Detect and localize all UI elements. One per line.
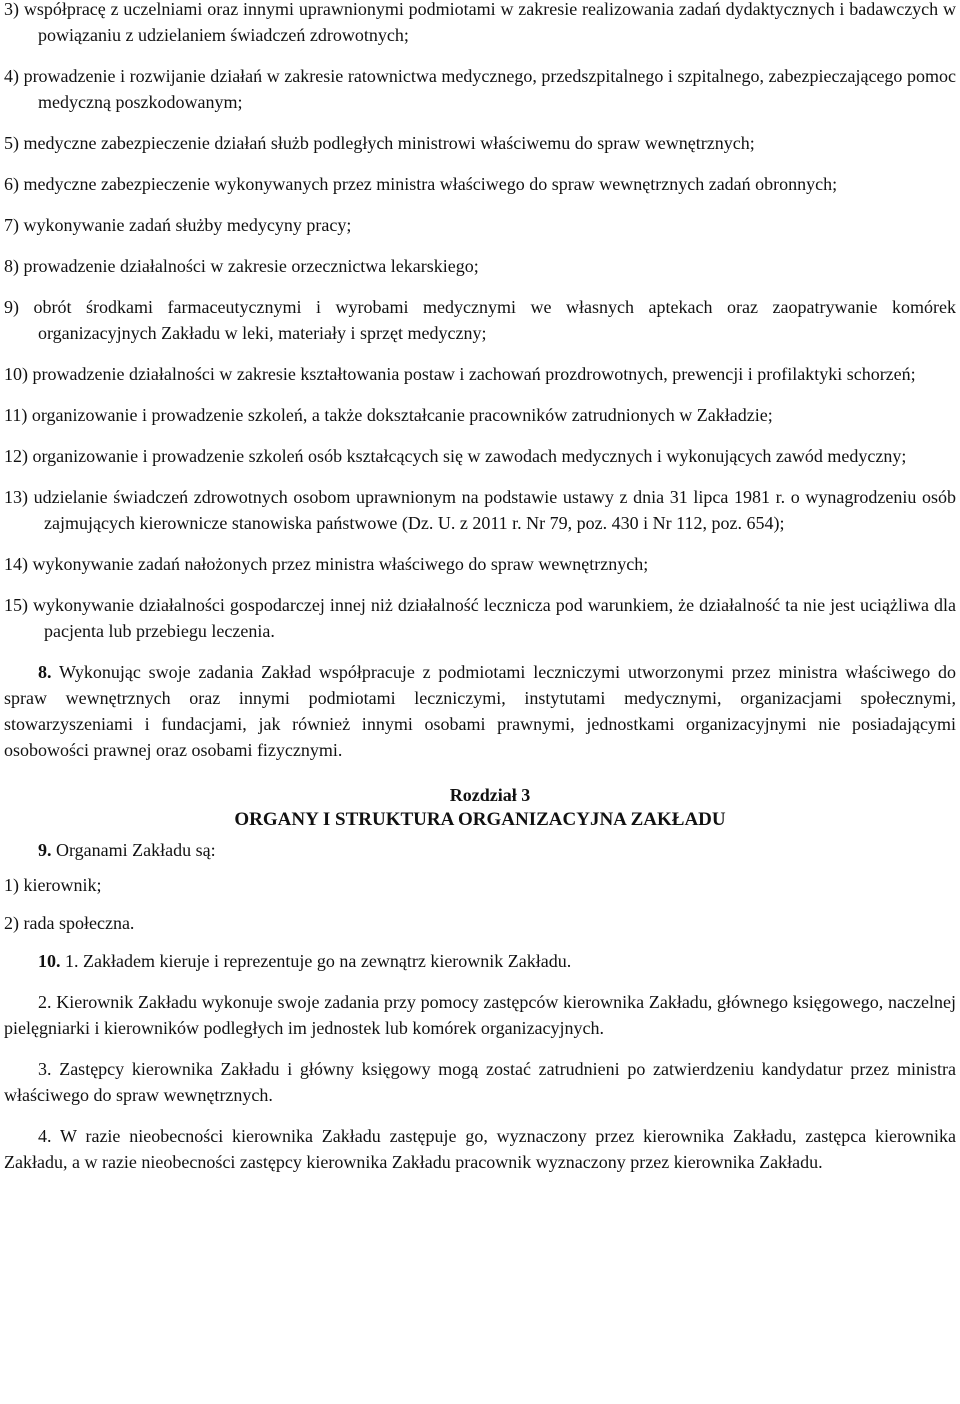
list-item: 11) organizowanie i prowadzenie szkoleń, a także dokształcanie pracowników zatrudnionych w Zakładzie; xyxy=(4,405,773,425)
paragraph-number: 8. xyxy=(38,662,52,682)
paragraph-10-4: 4. W razie nieobecności kierownika Zakładu zastępuje go, wyznaczony przez kierownika Zakładu, zastępca kierownika Zakładu, a w razie nieobecności zastępcy kierownika Zakładu pracownik wyznaczony przez kierownika Zakładu. xyxy=(4,1126,956,1172)
paragraph-text: 1. Zakładem kieruje i reprezentuje go na zewnątrz kierownik Zakładu. xyxy=(65,951,572,971)
list-item: 6) medyczne zabezpieczenie wykonywanych przez ministra właściwego do spraw wewnętrznych zadań obronnych; xyxy=(4,174,838,194)
list-item: 13) udzielanie świadczeń zdrowotnych osobom uprawnionym na podstawie ustawy z dnia 31 lipca 1981 r. o wynagrodzeniu osób zajmujących kierownicze stanowiska państwowe (Dz. U. z 2011 r. Nr 79, poz. 430 i Nr 112, poz. 654); xyxy=(4,487,956,533)
list-item: 2) rada społeczna. xyxy=(4,913,135,933)
paragraph-10-2: 2. Kierownik Zakładu wykonuje swoje zadania przy pomocy zastępców kierownika Zakładu, głównego księgowego, naczelnej pielęgniarki i kierowników podległych im jednostek lub komórek organizacyjnych. xyxy=(4,992,956,1038)
document-page xyxy=(4,0,956,1190)
paragraph-8 xyxy=(4,659,956,763)
list-item: 12) organizowanie i prowadzenie szkoleń osób kształcących się w zawodach medycznych i wykonujących zawód medyczny; xyxy=(4,446,907,466)
paragraph-10-3: 3. Zastępcy kierownika Zakładu i główny księgowy mogą zostać zatrudnieni po zatwierdzeniu kandydatur przez ministra właściwego do spraw wewnętrznych. xyxy=(4,1059,956,1105)
list-item: 9) obrót środkami farmaceutycznymi i wyrobami medycznymi we własnych aptekach oraz zaopatrywanie komórek organizacyjnych Zakładu w leki, materiały i sprzęt medyczny; xyxy=(4,297,956,343)
paragraph-number: 9. xyxy=(38,840,52,860)
paragraph-10 xyxy=(4,948,956,974)
list-item: 15) wykonywanie działalności gospodarczej innej niż działalność lecznicza pod warunkiem, że działalność ta nie jest uciążliwa dla pacjenta lub przebiegu leczenia. xyxy=(4,595,956,641)
list-item: 4) prowadzenie i rozwijanie działań w zakresie ratownictwa medycznego, przedszpitalnego i szpitalnego, zabezpieczającego pomoc medyczną poszkodowanym; xyxy=(4,66,956,112)
list-item: 1) kierownik; xyxy=(4,875,102,895)
list-item: 10) prowadzenie działalności w zakresie kształtowania postaw i zachowań prozdrowotnych, prewencji i profilaktyki schorzeń; xyxy=(4,364,916,384)
paragraph-9 xyxy=(4,837,956,863)
chapter-number: Rozdział 3 xyxy=(449,785,531,805)
list-item: 14) wykonywanie zadań nałożonych przez ministra właściwego do spraw wewnętrznych; xyxy=(4,554,649,574)
list-item: 8) prowadzenie działalności w zakresie orzecznictwa lekarskiego; xyxy=(4,256,479,276)
list-item: 7) wykonywanie zadań służby medycyny pracy; xyxy=(4,215,352,235)
task-list xyxy=(4,0,956,644)
paragraph-number: 10. xyxy=(38,951,61,971)
list-item: 5) medyczne zabezpieczenie działań służb podległych ministrowi właściwemu do spraw wewnętrznych; xyxy=(4,133,755,153)
list-item: 3) współpracę z uczelniami oraz innymi uprawnionymi podmiotami w zakresie realizowania zadań dydaktycznych i badawczych w powiązaniu z udzielaniem świadczeń zdrowotnych; xyxy=(4,0,956,45)
chapter-title: ORGANY I STRUKTURA ORGANIZACYJNA ZAKŁADU xyxy=(234,809,726,830)
paragraph-text: Organami Zakładu są: xyxy=(56,840,216,860)
paragraph-text: Wykonując swoje zadania Zakład współpracuje z podmiotami leczniczymi utworzonymi przez ministra właściwego do spraw wewnętrznych oraz innymi podmiotami leczniczymi, instytutami medycznymi, organizacjami społecznymi, stowarzyszeniami i fundacjami, jak również innymi osobami prawnymi, jednostkami organizacyjnymi nie posiadającymi osobowości prawnej oraz osobami fizycznymi. xyxy=(4,662,956,760)
chapter-heading xyxy=(4,783,956,833)
